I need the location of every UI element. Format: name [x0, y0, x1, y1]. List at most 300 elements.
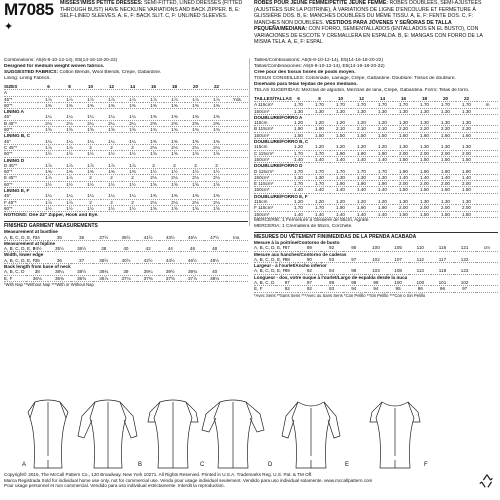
table-cell: 48½: [204, 258, 226, 264]
table-cell: 39¾: [181, 269, 203, 275]
table-cell: 2¼: [101, 120, 122, 126]
table-cell: 2⅛: [38, 120, 59, 126]
table-cell: A, B, C, D, E, F: [4, 246, 36, 252]
dress-view-b: [78, 400, 137, 468]
table-cell: 1.40: [393, 174, 414, 180]
table-cell: 1.50: [414, 211, 435, 217]
table-cell: 1½: [38, 181, 59, 187]
table-cell: 1.70: [330, 169, 351, 175]
table-cell: 1.30: [414, 108, 435, 114]
table-cell: 97: [343, 257, 365, 263]
table-cell: 2: [185, 163, 206, 169]
table-cell: 89: [276, 268, 298, 274]
table-cell: 112: [409, 257, 431, 263]
nap-note-en: *With Nap **Without Nap ***With or Without Nap: [4, 281, 94, 287]
table-cell: 1⅞: [59, 199, 80, 205]
table-cell: 60"*: [4, 102, 38, 108]
table-cell: 36⅝: [71, 275, 93, 281]
measurements-table-fr-es: [254, 240, 498, 293]
table-cell: 1¼: [80, 193, 101, 199]
table-cell: 35: [26, 258, 48, 264]
table-cell: 1.40: [414, 174, 435, 180]
combinations-es: Tallas/Combinaciones: A5(6-8-10-12-14), E5(14-16-18-20-22): [254, 64, 385, 69]
table-cell: 1.70: [309, 181, 330, 187]
table-cell: 39¼: [137, 269, 159, 275]
table-cell: 1⅜: [164, 114, 185, 120]
star-icon: ✦: [4, 21, 14, 33]
table-cell: 1.30: [372, 108, 393, 114]
table-cell: C 45"*: [4, 144, 38, 150]
table-cell: 1¼: [122, 139, 143, 145]
table-cell: 37⅝: [159, 275, 181, 281]
table-cell: 1¾: [206, 127, 227, 133]
table-cell: 2⅛: [143, 199, 164, 205]
table-cell: 39: [115, 269, 137, 275]
table-cell: 40½: [115, 258, 137, 264]
table-cell: 20: [435, 96, 456, 102]
table-cell: 22: [206, 84, 227, 90]
footer-line-3: Pour usage personnel et non commercial. Vendido para uso individual estrictamente. Interdit la reproduction.: [4, 483, 225, 489]
table-cell: 1.70: [351, 102, 372, 108]
table-cell: E, F: [4, 275, 26, 281]
table-cell: 1¼: [101, 139, 122, 145]
table-cell: 1½: [101, 181, 122, 187]
table-cell: 95: [343, 245, 365, 251]
table-cell: LINING A: [4, 109, 24, 115]
table-cell: 2⅛: [164, 175, 185, 181]
table-cell: 1.20: [309, 199, 330, 205]
table-cell: 6: [288, 96, 309, 102]
lining-en: Lining: Lining Fabrics.: [4, 76, 51, 81]
table-cell: A: [4, 90, 38, 96]
table-cell: 39½: [115, 235, 137, 241]
table-cell: 1½: [80, 205, 101, 211]
table-cell: 1⅜: [59, 102, 80, 108]
table-cell: [226, 275, 248, 281]
table-cell: 1.40: [372, 156, 393, 162]
table-cell: 44½: [159, 258, 181, 264]
table-cell: 2⅛: [164, 199, 185, 205]
table-cell: A, B, C, D, E, F: [4, 234, 36, 240]
table-cell: 2⅛: [206, 175, 227, 181]
table-cell: 36⅜: [48, 275, 70, 281]
table-cell: 150cm*: [254, 174, 288, 180]
table-cell: 2.00: [414, 150, 435, 156]
table-cell: 14: [372, 96, 393, 102]
table-cell: 1.70: [414, 102, 435, 108]
table-cell: 98: [321, 280, 343, 286]
table-cell: 1.90: [372, 150, 393, 156]
table-cell: 2⅜: [164, 120, 185, 126]
table-cell: 1⅝: [164, 181, 185, 187]
table-cell: 37⅜: [137, 275, 159, 281]
table-cell: 2.00: [456, 205, 477, 211]
table-cell: 42: [137, 246, 159, 252]
table-cell: 1⅜: [101, 169, 122, 175]
table-cell: 1.50: [330, 132, 351, 138]
table-cell: 1.70: [351, 169, 372, 175]
mercerie-fr: MERCERIE: 1 Fermeture à Glissière de 55cm, Agrafe.: [254, 217, 370, 223]
table-cell: 1⅝: [206, 151, 227, 157]
table-cell: Mesure à la poitrine/Contorno de busto: [254, 239, 340, 245]
table-cell: Yds.: [227, 96, 248, 102]
table-cell: 46: [181, 246, 203, 252]
table-row: [4, 246, 248, 252]
recycle-icon: [478, 472, 496, 490]
view-label-a: A: [22, 462, 27, 468]
table-cell: 1.40: [351, 156, 372, 162]
table-cell: 1⅞: [38, 96, 59, 102]
table-cell: 1.50: [456, 187, 477, 193]
table-cell: 93: [321, 257, 343, 263]
table-cell: 1.30: [309, 108, 330, 114]
table-cell: 1.70: [309, 150, 330, 156]
table-cell: 38: [26, 269, 48, 275]
table-cell: 41½: [137, 235, 159, 241]
table-cell: 1.90: [309, 126, 330, 132]
table-cell: 1.90: [351, 150, 372, 156]
table-cell: 2: [122, 175, 143, 181]
table-cell: LINING B, C: [4, 133, 31, 139]
tissus-conseilles: TISSUS CONSEILLÉS: Cotonnade, Lainage, Crêpe, Gabardine. Doublure: Tissus de doublure.: [254, 76, 456, 81]
table-cell: 100: [365, 245, 387, 251]
table-cell: 150cm*: [254, 211, 288, 217]
dress-view-f: [370, 402, 420, 468]
table-cell: 87: [276, 245, 298, 251]
table-cell: 48: [204, 246, 226, 252]
table-cell: 1.70: [288, 181, 309, 187]
table-cell: 1.90: [330, 181, 351, 187]
table-cell: 121: [454, 245, 476, 251]
view-label-d: D: [268, 462, 273, 468]
table-cell: 16: [393, 96, 414, 102]
table-cell: 1⅜: [185, 114, 206, 120]
table-cell: 1.30: [414, 144, 435, 150]
table-cell: 1.50: [351, 132, 372, 138]
table-cell: 1⅞: [38, 144, 59, 150]
table-cell: 1.20: [288, 120, 309, 126]
table-cell: 1¼: [38, 114, 59, 120]
table-cell: 1¼: [38, 139, 59, 145]
table-cell: 34½: [26, 246, 48, 252]
table-cell: 115cm: [254, 120, 288, 126]
view-label-f: F: [424, 462, 428, 468]
table-cell: 38½: [71, 269, 93, 275]
table-cell: 37⅞: [181, 275, 203, 281]
table-cell: 118: [431, 268, 453, 274]
table-cell: 1⅝: [206, 181, 227, 187]
table-cell: 2.10: [351, 126, 372, 132]
table-cell: 10: [330, 96, 351, 102]
table-cell: 1¼: [59, 139, 80, 145]
table-cell: 1⅝: [80, 127, 101, 133]
table-cell: 36: [71, 235, 93, 241]
table-cell: 2⅜: [185, 120, 206, 126]
table-cell: 1.70: [309, 102, 330, 108]
table-cell: 1.70: [309, 169, 330, 175]
table-cell: 1.90: [372, 205, 393, 211]
table-cell: 1⅜: [122, 169, 143, 175]
table-cell: 34: [26, 235, 48, 241]
table-cell: 2: [206, 163, 227, 169]
table-cell: 14: [122, 84, 143, 90]
table-cell: 1.70: [393, 102, 414, 108]
table-cell: 1.20: [351, 199, 372, 205]
table-cell: 92: [298, 286, 320, 292]
table-cell: 97: [276, 280, 298, 286]
table-cell: 1.90: [351, 205, 372, 211]
table-cell: 1⅜: [122, 102, 143, 108]
table-cell: 150cm*: [254, 187, 288, 193]
table-cell: 2⅛: [164, 144, 185, 150]
table-cell: 8: [309, 96, 330, 102]
table-cell: 1.30: [393, 108, 414, 114]
table-cell: 1¼: [101, 193, 122, 199]
table-cell: 1⅞: [38, 163, 59, 169]
table-cell: 44: [159, 246, 181, 252]
french-spanish-column: [254, 0, 498, 299]
table-cell: 2⅜: [206, 120, 227, 126]
table-cell: 1.90: [330, 205, 351, 211]
table-cell: 1⅝: [185, 181, 206, 187]
table-cell: 1.50: [309, 132, 330, 138]
table-cell: 37⅛: [115, 275, 137, 281]
table-cell: 1⅞: [122, 96, 143, 102]
table-cell: 1½: [101, 151, 122, 157]
disenado-es: Diseñado para telas tejidas de peso mediano.: [254, 82, 358, 87]
table-cell: DOUBLURE/FORRO A: [254, 114, 303, 120]
dress-view-a: [28, 400, 68, 468]
table-cell: 1⅜: [185, 139, 206, 145]
table-cell: 1¼: [122, 193, 143, 199]
table-cell: 123: [454, 268, 476, 274]
table-cell: 1½: [80, 181, 101, 187]
table-cell: 1⅝: [164, 205, 185, 211]
table-cell: 2⅛: [143, 175, 164, 181]
table-cell: 38: [93, 246, 115, 252]
table-cell: 1.20: [372, 144, 393, 150]
table-cell: 103: [365, 268, 387, 274]
table-cell: 1⅜: [185, 193, 206, 199]
table-cell: 36½: [71, 246, 93, 252]
table-cell: 94: [343, 286, 365, 292]
table-cell: 2.00: [456, 150, 477, 156]
table-cell: 2⅛: [206, 144, 227, 150]
table-cell: 36: [48, 258, 70, 264]
table-cell: 45": [4, 114, 38, 120]
table-cell: 1⅜: [164, 139, 185, 145]
table-cell: 1½: [164, 169, 185, 175]
table-cell: 1½: [122, 151, 143, 157]
table-cell: D 45"*: [4, 163, 38, 169]
table-cell: 60"*: [4, 169, 38, 175]
footer-line-1: Copyright© 2015, The McCall Pattern Co., 120 Broadway, New York 10271. All Rights Reserved. Printed in U.S.A. Trademarks Reg. U.S. Pat. & TM Off.: [4, 472, 313, 477]
table-cell: 1⅜: [143, 114, 164, 120]
dress-view-d: [202, 400, 264, 468]
table-cell: 1⅞: [143, 96, 164, 102]
table-cell: 2.00: [456, 181, 477, 187]
table-cell: 1.90: [372, 181, 393, 187]
dress-view-c: [148, 400, 198, 468]
table-cell: 2⅛: [143, 144, 164, 150]
table-cell: 1⅞: [38, 199, 59, 205]
table-cell: 2.00: [414, 181, 435, 187]
table-cell: 1.30: [456, 144, 477, 150]
table-cell: 1.40: [351, 211, 372, 217]
table-cell: 42½: [137, 258, 159, 264]
table-cell: 1.90: [288, 126, 309, 132]
table-cell: 99: [365, 280, 387, 286]
table-cell: 1.40: [330, 187, 351, 193]
table-cell: Width, lower edge: [4, 252, 44, 258]
table-cell: 2: [80, 199, 101, 205]
table-cell: 1.70: [288, 102, 309, 108]
table-cell: 2⅛: [59, 120, 80, 126]
table-cell: 102: [365, 257, 387, 263]
table-row: [254, 211, 498, 217]
table-cell: 1.20: [288, 199, 309, 205]
table-cell: D 115cm*: [254, 169, 288, 175]
table-cell: 1.90: [393, 169, 414, 175]
table-cell: 1.40: [330, 156, 351, 162]
table-cell: 2: [122, 199, 143, 205]
table-cell: 2.20: [414, 126, 435, 132]
table-cell: 88: [276, 257, 298, 263]
table-cell: m: [477, 102, 498, 108]
table-cell: 2.00: [435, 150, 456, 156]
table-cell: 20: [185, 84, 206, 90]
table-cell: 108: [387, 268, 409, 274]
table-cell: 45": [4, 139, 38, 145]
notions-en: NOTIONS: One 22" Zipper, Hook and Eye.: [4, 213, 99, 219]
table-cell: 1.90: [351, 181, 372, 187]
table-cell: A 115cm*: [254, 102, 288, 108]
table-cell: 150cm*: [254, 156, 288, 162]
table-cell: F 115cm*: [254, 205, 288, 211]
table-cell: 1.30: [435, 108, 456, 114]
table-cell: 38⅛: [204, 275, 226, 281]
table-cell: 2.20: [393, 126, 414, 132]
table-cell: 1.30: [288, 108, 309, 114]
measurements-table-en: [4, 229, 248, 282]
nap-note-fr-es: *Avec Sens **Sans Sens ***Avec ou Sans Sens *Con Pelillo **Sin Pelillo ***Con o Sin Pelillo: [254, 292, 426, 298]
cree-fr: Créé pour des tissus tissés de poids moyen.: [254, 70, 356, 75]
table-cell: 2.10: [330, 126, 351, 132]
table-cell: 1⅝: [101, 127, 122, 133]
table-cell: [476, 286, 498, 292]
table-cell: cm: [476, 245, 498, 251]
table-cell: 1.60: [456, 132, 477, 138]
table-cell: 16: [143, 84, 164, 90]
table-cell: 1.50: [414, 156, 435, 162]
table-cell: 1.40: [456, 174, 477, 180]
table-cell: 1.20: [351, 120, 372, 126]
table-cell: F 45"*: [4, 199, 38, 205]
table-cell: 1⅞: [80, 163, 101, 169]
table-cell: 98: [343, 268, 365, 274]
table-cell: 1.30: [372, 174, 393, 180]
table-cell: 47½: [204, 235, 226, 241]
table-cell: DOUBLURE/FORRO B, C: [254, 139, 309, 145]
table-cell: Measurement at bustline: [4, 229, 58, 235]
table-cell: 1.40: [372, 187, 393, 193]
table-cell: 89: [298, 245, 320, 251]
table-cell: 1.60: [393, 132, 414, 138]
table-cell: 1.40: [372, 211, 393, 217]
table-cell: 1⅜: [38, 102, 59, 108]
table-cell: 94: [321, 268, 343, 274]
table-cell: 1.50: [435, 211, 456, 217]
table-cell: 1.30: [288, 174, 309, 180]
table-cell: 96: [431, 286, 453, 292]
table-cell: 1.30: [330, 174, 351, 180]
table-cell: 1.30: [393, 144, 414, 150]
table-cell: 100: [387, 280, 409, 286]
table-cell: 2¼: [80, 120, 101, 126]
table-cell: 2: [101, 175, 122, 181]
table-cell: 92: [321, 245, 343, 251]
table-cell: 1⅜: [101, 102, 122, 108]
table-cell: 1.70: [372, 102, 393, 108]
table-cell: 90: [298, 257, 320, 263]
table-cell: 12: [351, 96, 372, 102]
table-cell: 2.20: [435, 126, 456, 132]
table-cell: 1⅜: [164, 102, 185, 108]
table-cell: 92: [276, 286, 298, 292]
table-cell: 1⅞: [185, 96, 206, 102]
table-cell: 1.70: [372, 169, 393, 175]
table-cell: 1¼: [122, 114, 143, 120]
table-cell: 1½: [122, 205, 143, 211]
table-cell: 40: [115, 246, 137, 252]
table-cell: 1¾: [143, 127, 164, 133]
table-cell: A, B, C, D, E, F: [254, 245, 286, 251]
combinations-fr: Tailles/Combinaisons: A5(6-8-10-12-14), E5(14-16-18-20-22): [254, 58, 384, 63]
description-en: MISSES'/MISS PETITE DRESSES: SEMI-FITTED, LINED DRESSES (FITTED THROUGH BUST) HAVE NECKLINE VARIATIONS AND BACK ZIPPER. B, E: SELF-LINED SLEEVES. A, E, F: BACK SLIT. C, F: UNLINED SLEEVES.: [60, 0, 243, 19]
table-cell: Measurement at hipline: [4, 240, 56, 246]
table-cell: 38½: [93, 258, 115, 264]
table-cell: 1⅜: [80, 169, 101, 175]
table-cell: 102: [454, 280, 476, 286]
table-cell: 100: [409, 280, 431, 286]
description-fr-es: ROBES POUR JEUNE FEMME/PETITE JEUNE FEMME: ROBES DOUBLÉES, SEMI-AJUSTÉES (AJUSTÉES SUR LA POITRINE), À VARIATIONS DE LIGNE D'ENCOLURE ET FERMETURE À GLISSIÈRE DOS. B, E: MANCHES DOUBLÉES DU MÊME TISSU. A, E, F: FENTE DOS. C, F: MANCHES NON DOUBLÉES. VESTIDOS PARA JÓVENES Y SEÑORAS DE TALLA PEQUEÑA/MEDIANA: CON FORRO, SEMIENTALLADOS (ENTALLADOS EN EL BUSTO), CON VARIACIONES DE ESCOTE Y CREMALLERA EN ESPALDA. B, E: MANGAS CON FORRO DE LA MISMA TELA. A, E, F: ESPAL: [254, 0, 483, 45]
table-cell: 92: [298, 268, 320, 274]
table-cell: 1⅜: [164, 193, 185, 199]
table-cell: 1.20: [372, 199, 393, 205]
table-cell: 1½: [59, 205, 80, 211]
table-cell: 117: [431, 257, 453, 263]
table-cell: 1.30: [393, 199, 414, 205]
table-cell: 45"*: [4, 96, 38, 102]
table-cell: 8: [59, 84, 80, 90]
table-cell: A, B, C, D, E, F: [254, 268, 286, 274]
table-cell: 1⅜: [143, 139, 164, 145]
table-cell: A, B, C, D, E, F: [254, 256, 286, 262]
table-cell: 1⅜: [38, 169, 59, 175]
table-cell: 1.70: [309, 205, 330, 211]
table-cell: 2: [143, 163, 164, 169]
finished-measurements-title-en: FINISHED GARMENT MEASUREMENTS: [4, 221, 248, 229]
table-cell: 43½: [159, 235, 181, 241]
table-cell: 1.20: [309, 144, 330, 150]
table-cell: 150cm*: [254, 132, 288, 138]
table-cell: 2: [80, 144, 101, 150]
table-cell: 1.50: [414, 187, 435, 193]
table-cell: 1.50: [288, 132, 309, 138]
table-cell: 35½: [48, 246, 70, 252]
table-cell: 1¼: [80, 114, 101, 120]
back-view-illustrations: [0, 396, 500, 470]
